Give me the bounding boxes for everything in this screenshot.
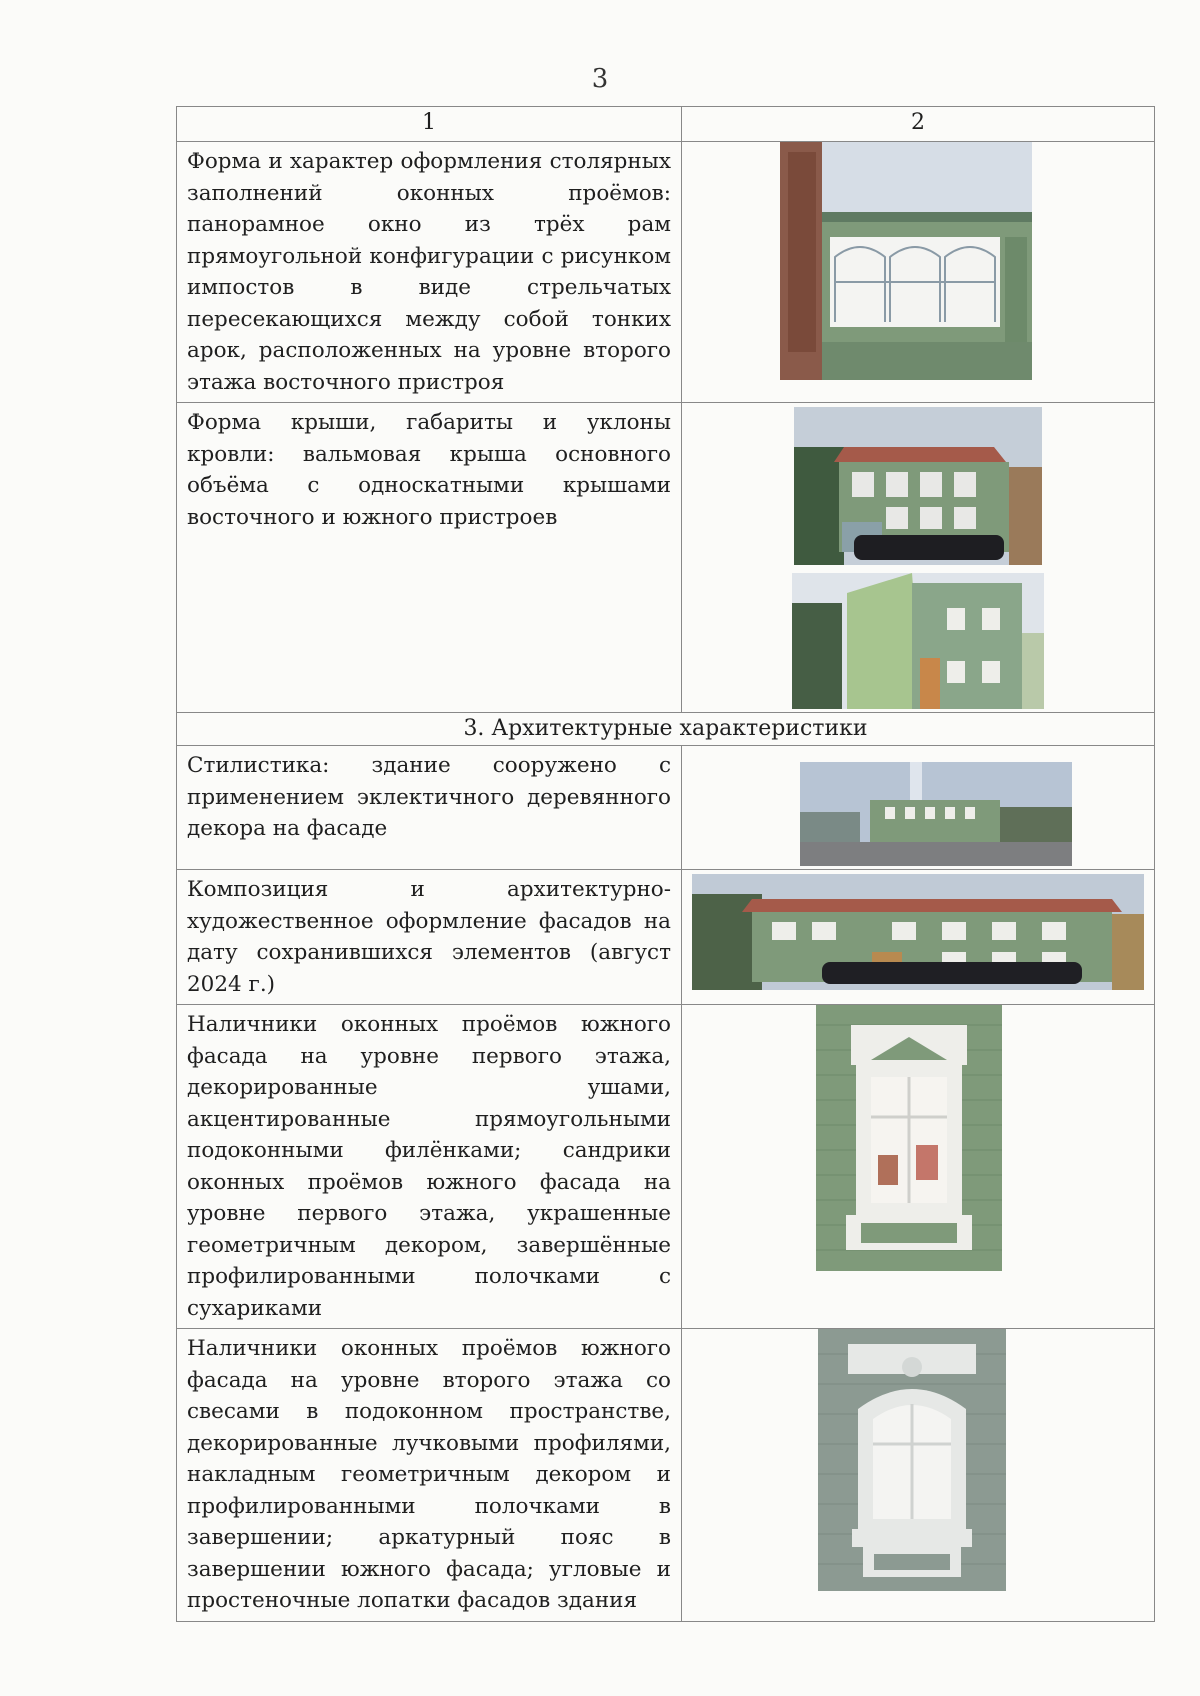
section-title: 3. Архитектурные характеристики [177, 713, 1155, 746]
row-photo-cell [682, 1329, 1155, 1622]
photo-facade-panorama [692, 874, 1144, 990]
photo-panoramic-window [780, 142, 1032, 380]
page-number: 3 [591, 64, 609, 94]
table-row [177, 746, 1155, 870]
row-text-composition: Композиция и архитектурно-художественное оформление фасадов на дату сохранившихся элементов (август 2024 г.) [177, 870, 682, 1005]
table-row [177, 870, 1155, 1005]
photo-street-view [800, 762, 1072, 866]
row-text-first-floor-trims: Наличники оконных проёмов южного фасада на уровне первого этажа, декорированные ушами, акцентированные прямоугольными подоконными филёнками; сандрики оконных проёмов южного фасада на уровне первого этажа, украшенные геометричным декором, завершённые профилированными полочками с сухариками [177, 1005, 682, 1329]
table-row [177, 142, 1155, 403]
row-text-window-fill: Форма и характер оформления столярных заполнений оконных проёмов: панорамное окно из трёх рам прямоугольной конфигурации с рисунком импостов в виде стрельчатых пересекающихся между собой тонких арок, расположенных на уровне второго этажа восточного пристроя [177, 142, 682, 403]
row-text-roof: Форма крыши, габариты и уклоны кровли: вальмовая крыша основного объёма с односкатными крышами восточного и южного пристроев [177, 403, 682, 713]
photo-first-floor-window [816, 1005, 1002, 1271]
header-col-1: 1 [177, 107, 682, 142]
row-photo-cell [682, 746, 1155, 870]
document-table [176, 106, 1155, 1622]
table-header-row [177, 107, 1155, 142]
row-photo-cell [682, 403, 1155, 713]
photo-house-side [792, 573, 1044, 709]
row-photo-cell [682, 142, 1155, 403]
photo-house-front [794, 407, 1042, 565]
row-text-style: Стилистика: здание сооружено с применением эклектичного деревянного декора на фасаде [177, 746, 682, 870]
table-row [177, 403, 1155, 713]
table-row [177, 1005, 1155, 1329]
photo-second-floor-window [818, 1329, 1006, 1591]
header-col-2: 2 [682, 107, 1155, 142]
row-photo-cell [682, 870, 1155, 1005]
table-row [177, 1329, 1155, 1622]
row-text-second-floor-trims: Наличники оконных проёмов южного фасада на уровне второго этажа со свесами в подоконном пространстве, декорированные лучковыми профилями, накладным геометричным декором и профилированными полочками в завершении; аркатурный пояс в завершении южного фасада; угловые и простеночные лопатки фасадов здания [177, 1329, 682, 1622]
section-row [177, 713, 1155, 746]
row-photo-cell [682, 1005, 1155, 1329]
